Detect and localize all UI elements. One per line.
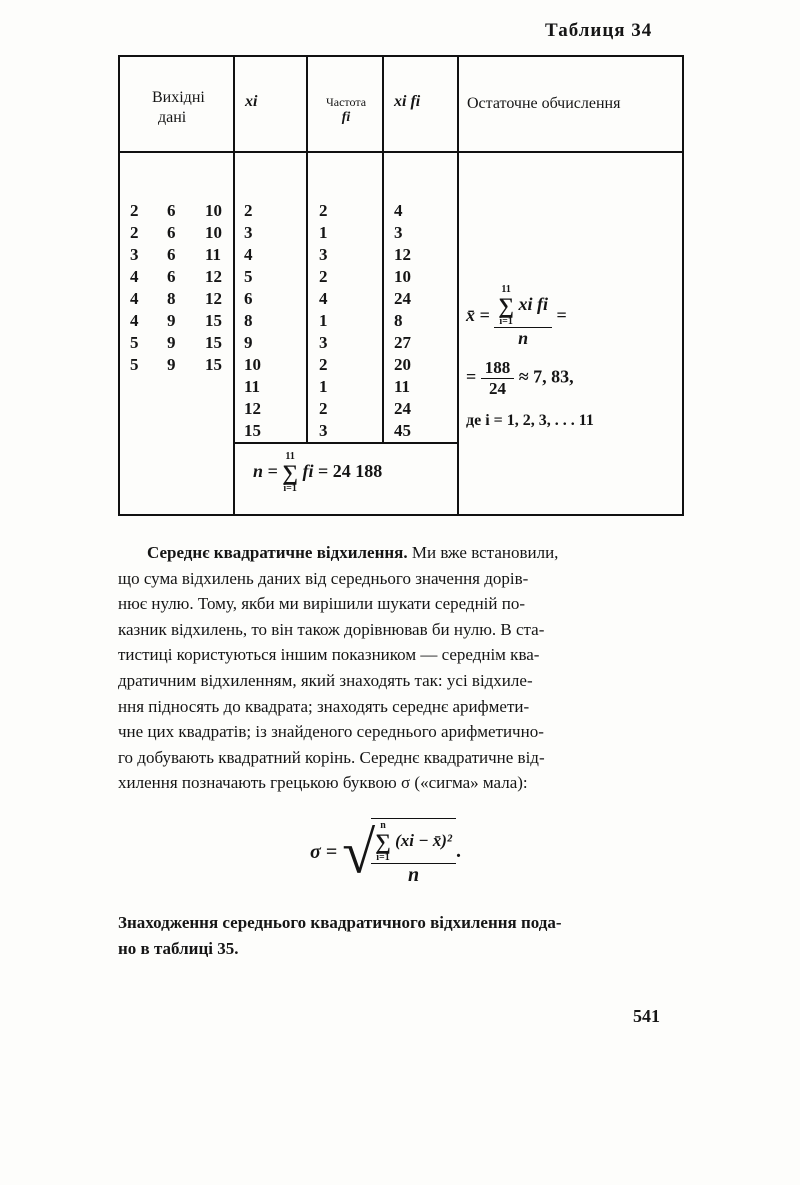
source-cell: 4: [130, 267, 139, 286]
source-cell: 3: [130, 245, 139, 264]
fi-column: [319, 200, 328, 442]
header-source-line1: Вихідні: [152, 89, 205, 106]
equals: =: [466, 366, 477, 387]
xifi-cell: 12: [394, 245, 411, 264]
source-cell: 9: [167, 311, 176, 330]
fi-cell: 3: [319, 421, 328, 440]
source-cell: 6: [167, 267, 176, 286]
fi-cell: 1: [319, 311, 328, 330]
paragraph-line: дратичним відхиленням, який знаходять так: усі відхиле-: [118, 670, 533, 690]
paragraph-line: Ми вже встановили,: [407, 543, 559, 562]
source-cell: 8: [167, 289, 176, 308]
denominator: n: [518, 328, 529, 348]
period: .: [456, 840, 462, 863]
table-border-right: [682, 55, 684, 516]
xifi-cell: 8: [394, 311, 403, 330]
header-final: Остаточне обчислення: [467, 95, 621, 112]
fi-cell: 3: [319, 333, 328, 352]
xi-cell: 11: [244, 377, 261, 396]
col-divider: [306, 55, 308, 444]
source-cell: 6: [167, 201, 176, 220]
paragraph-line: чне цих квадратів; із знайденого середнього арифметично-: [118, 722, 544, 742]
sum-term: xi fi: [518, 294, 548, 315]
source-cell: 10: [205, 223, 222, 242]
xifi-cell: 20: [394, 355, 411, 374]
xifi-cell: 4: [394, 201, 403, 220]
section-heading: Середнє квадратичне відхилення.: [147, 543, 408, 562]
totals-lhs: n =: [253, 461, 278, 482]
xi-cell: 10: [244, 355, 261, 374]
sum-lower: i=1: [283, 483, 297, 494]
source-cell: 12: [205, 289, 222, 308]
header-frequency-symbol: fi: [341, 110, 351, 125]
denominator: n: [408, 864, 420, 886]
sum-upper: n: [380, 820, 386, 831]
xifi-cell: 10: [394, 267, 411, 286]
table-border-left: [118, 55, 120, 516]
totals-term: fi: [302, 461, 314, 482]
sum-upper: 11: [285, 451, 295, 462]
xifi-cell: 27: [394, 333, 411, 352]
sum-lower: i=1: [376, 852, 390, 863]
table-border-bottom: [118, 514, 684, 516]
mean-formula: x̄ = 11 ∑ i=1 xi fi n =: [466, 284, 567, 348]
source-cell: 6: [167, 245, 176, 264]
xifi-cell: 3: [394, 223, 403, 242]
mean-lhs: x̄ =: [466, 305, 490, 326]
fi-cell: 2: [319, 267, 328, 286]
paragraph-line: но в таблиці 35.: [118, 938, 239, 958]
header-source-line2: дані: [158, 109, 187, 126]
source-cell: 11: [205, 245, 222, 264]
paragraph-line: ння підносять до квадрата; знаходять середнє арифмети-: [118, 696, 530, 716]
mean-value: [466, 358, 574, 399]
source-cell: 9: [167, 333, 176, 352]
totals-divider: [233, 442, 458, 444]
source-cell: 4: [130, 311, 139, 330]
denominator: 24: [489, 379, 507, 398]
xi-cell: 8: [244, 311, 253, 330]
header-frequency-label: Частота: [325, 95, 367, 109]
sum-lower: i=1: [499, 316, 513, 327]
index-range: де i = 1, 2, 3, . . . 11: [466, 412, 594, 429]
body-paragraph: [118, 540, 690, 796]
xi-cell: 12: [244, 399, 261, 418]
header-xi: xi: [245, 93, 258, 110]
paragraph-line: тистиці користуються іншим показником — середнім ква-: [118, 645, 540, 665]
fi-cell: 1: [319, 223, 328, 242]
xifi-column: [394, 200, 411, 442]
fi-cell: 1: [319, 377, 328, 396]
header-source: [152, 88, 205, 128]
xi-cell: 9: [244, 333, 253, 352]
sum-upper: 11: [501, 284, 511, 295]
xifi-cell: 45: [394, 421, 411, 440]
approx-value: ≈ 7, 83,: [518, 366, 574, 387]
source-cell: 5: [130, 333, 139, 352]
source-cell: 10: [205, 201, 222, 220]
source-data-column: [130, 200, 230, 376]
xi-cell: 3: [244, 223, 253, 242]
xi-cell: 15: [244, 421, 261, 440]
fi-cell: 4: [319, 289, 328, 308]
source-cell: 2: [130, 201, 139, 220]
xifi-cell: 24: [394, 289, 411, 308]
xi-cell: 5: [244, 267, 253, 286]
equals: =: [556, 305, 567, 326]
source-cell: 2: [130, 223, 139, 242]
source-cell: 4: [130, 289, 139, 308]
xifi-cell: 11: [394, 377, 411, 396]
totals-formula: n = 11 ∑ i=1 fi = 24 188: [253, 451, 383, 494]
fi-cell: 2: [319, 355, 328, 374]
fi-cell: 3: [319, 245, 328, 264]
paragraph-line: казник відхилень, то він також дорівнював би нулю. В ста-: [118, 619, 545, 639]
source-cell: 5: [130, 355, 139, 374]
xi-column: [244, 200, 261, 442]
paragraph-line: го добувають квадратний корінь. Середнє квадратичне від-: [118, 747, 545, 767]
paragraph-line: що сума відхилень даних від середнього значення дорів-: [118, 568, 529, 588]
sigma-lhs: σ =: [310, 841, 338, 863]
sqrt-icon: √: [342, 819, 376, 886]
header-divider: [118, 151, 684, 153]
xifi-cell: 24: [394, 399, 411, 418]
fi-cell: 2: [319, 399, 328, 418]
page-number: 541: [633, 1006, 660, 1026]
paragraph-line: Знаходження середнього квадратичного відхилення пода-: [118, 913, 562, 932]
source-cell: 12: [205, 267, 222, 286]
table-title: Таблиця 34: [545, 20, 653, 41]
source-cell: 6: [167, 223, 176, 242]
numerator: 188: [481, 358, 515, 379]
col-divider: [457, 55, 459, 516]
paragraph-line: хилення позначають грецькою буквою σ («сигма» мала):: [118, 773, 528, 793]
fi-cell: 2: [319, 201, 328, 220]
header-frequency: [314, 94, 378, 126]
xi-cell: 6: [244, 289, 253, 308]
source-cell: 15: [205, 355, 222, 374]
col-divider: [233, 55, 235, 516]
source-cell: 9: [167, 355, 176, 374]
source-cell: 15: [205, 333, 222, 352]
sum-term: (xi − x̄)²: [395, 830, 453, 850]
header-xifi: xi fi: [394, 93, 421, 110]
closing-paragraph: [118, 910, 690, 961]
xi-cell: 4: [244, 245, 253, 264]
sigma-formula: σ = √ n ∑ i=1 (xi − x̄)² n .: [310, 819, 462, 886]
table-border-top: [118, 55, 684, 57]
totals-rhs: = 24 188: [317, 461, 383, 482]
source-cell: 15: [205, 311, 222, 330]
xi-cell: 2: [244, 201, 253, 220]
paragraph-line: нює нулю. Тому, якби ми вирішили шукати середній по-: [118, 594, 526, 614]
col-divider: [382, 55, 384, 444]
